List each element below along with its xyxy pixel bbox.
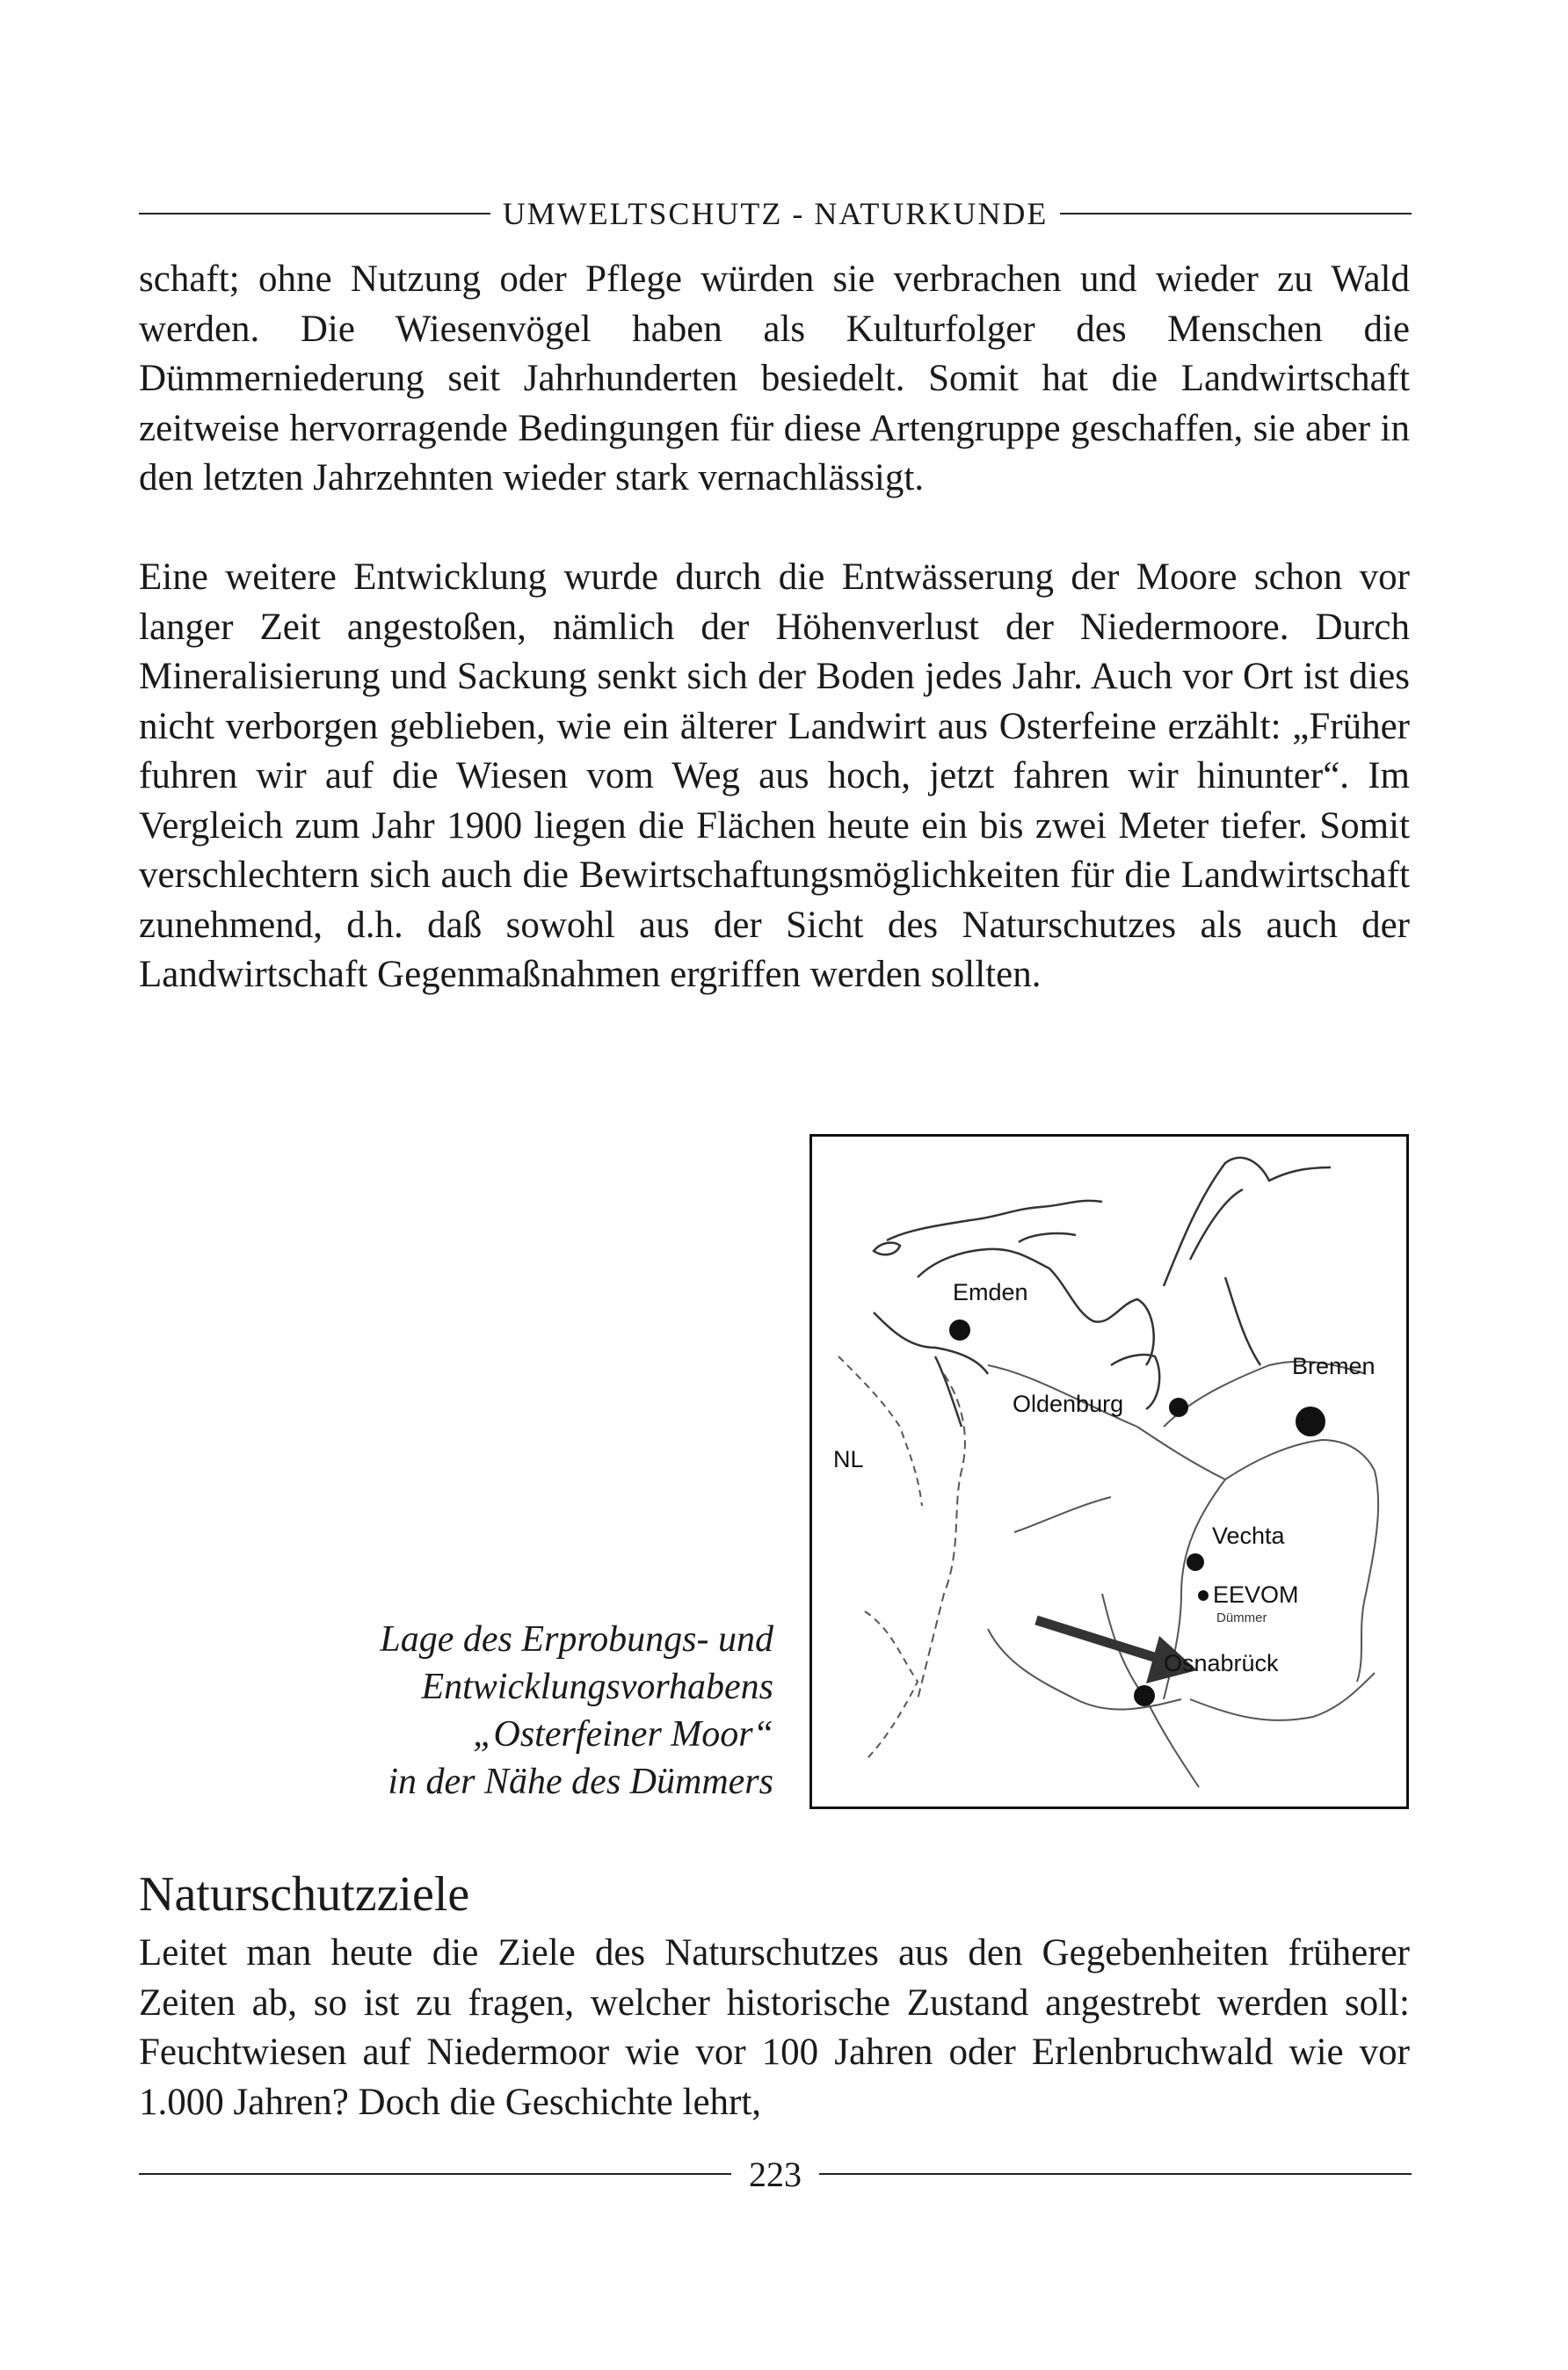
paragraph-text: Leitet man heute die Ziele des Naturschutzes aus den Gegebenheiten früherer Zeiten ab, so ist zu fragen, welcher historische Zustand angestrebt werden soll: Feuchtwiesen auf Niedermoor wie vor 100 Jahren oder Erlenbruchwald wie vor 1.000 Jahren? Doch die Geschichte lehrt,	[139, 1932, 1410, 2123]
section-heading: Naturschutzziele	[139, 1867, 470, 1922]
map-label-emden: Emden	[953, 1279, 1028, 1305]
running-header	[139, 192, 1412, 236]
body-paragraph-2	[139, 553, 1410, 1000]
header-rule-left	[139, 213, 490, 214]
vechta-dot	[1187, 1553, 1204, 1571]
header-rule-right	[1060, 213, 1412, 214]
map-label-oldenburg: Oldenburg	[1013, 1391, 1124, 1417]
oldenburg-dot	[1169, 1398, 1188, 1417]
footer-rule-right	[819, 2173, 1412, 2175]
location-map-figure	[809, 1134, 1409, 1809]
header-title: UMWELTSCHUTZ - NATURKUNDE	[502, 196, 1049, 231]
eevom-dot	[1198, 1590, 1209, 1601]
section-paragraph	[139, 1929, 1410, 2127]
page-footer	[139, 2152, 1412, 2196]
caption-line-1: Lage des Erprobungs- und	[380, 1619, 773, 1660]
map-label-nl: NL	[833, 1446, 864, 1472]
page-number: 223	[749, 2154, 802, 2194]
bremen-dot	[1296, 1407, 1325, 1436]
map-label-osnabrueck: Osnabrück	[1164, 1650, 1279, 1676]
paragraph-text: schaft; ohne Nutzung oder Pflege würden sie verbrachen und wieder zu Wald werden. Die Wiesenvögel haben als Kulturfolger des Menschen die Dümmerniederung seit Jahrhunderten besiedelt. Somit hat die Landwirtschaft zeitweise hervorragende Bedingungen für diese Artengruppe geschaffen, sie aber in den letzten Jahrzehnten wieder stark vernachlässigt.	[139, 258, 1410, 498]
location-map	[812, 1137, 1406, 1807]
coastline	[874, 1158, 1331, 1427]
caption-line-4: in der Nähe des Dümmers	[388, 1762, 773, 1802]
caption-line-3: „Osterfeiner Moor“	[473, 1714, 773, 1755]
emden-dot	[949, 1319, 970, 1341]
map-label-duemmer: Dümmer	[1216, 1610, 1267, 1625]
footer-rule-left	[139, 2173, 731, 2175]
paragraph-text: Eine weitere Entwicklung wurde durch die Entwässerung der Moore schon vor langer Zeit angestoßen, nämlich der Höhenverlust der Niedermoore. Durch Mineralisierung und Sackung senkt sich der Boden jedes Jahr. Auch vor Ort ist dies nicht verborgen geblieben, wie ein älterer Landwirt aus Osterfeine erzählt: „Früher fuhren wir auf die Wiesen vom Weg aus hoch, jetzt fahren wir hinunter“. Im Vergleich zum Jahr 1900 liegen die Flächen heute ein bis zwei Meter tiefer. Somit verschlechtern sich auch die Bewirtschaftungsmöglichkeiten für die Landwirtschaft zunehmend, d.h. daß sowohl aus der Sicht des Naturschutzes als auch der Landwirtschaft Gegenmaßnahmen ergriffen werden sollten.	[139, 556, 1410, 995]
map-label-vechta: Vechta	[1212, 1523, 1285, 1549]
map-label-eevom: EEVOM	[1213, 1581, 1299, 1608]
figure-caption	[264, 1616, 773, 1806]
body-paragraph-1	[139, 255, 1410, 504]
osnabrueck-dot	[1134, 1685, 1155, 1706]
caption-line-2: Entwicklungsvorhabens	[421, 1667, 773, 1707]
map-label-bremen: Bremen	[1292, 1353, 1376, 1379]
